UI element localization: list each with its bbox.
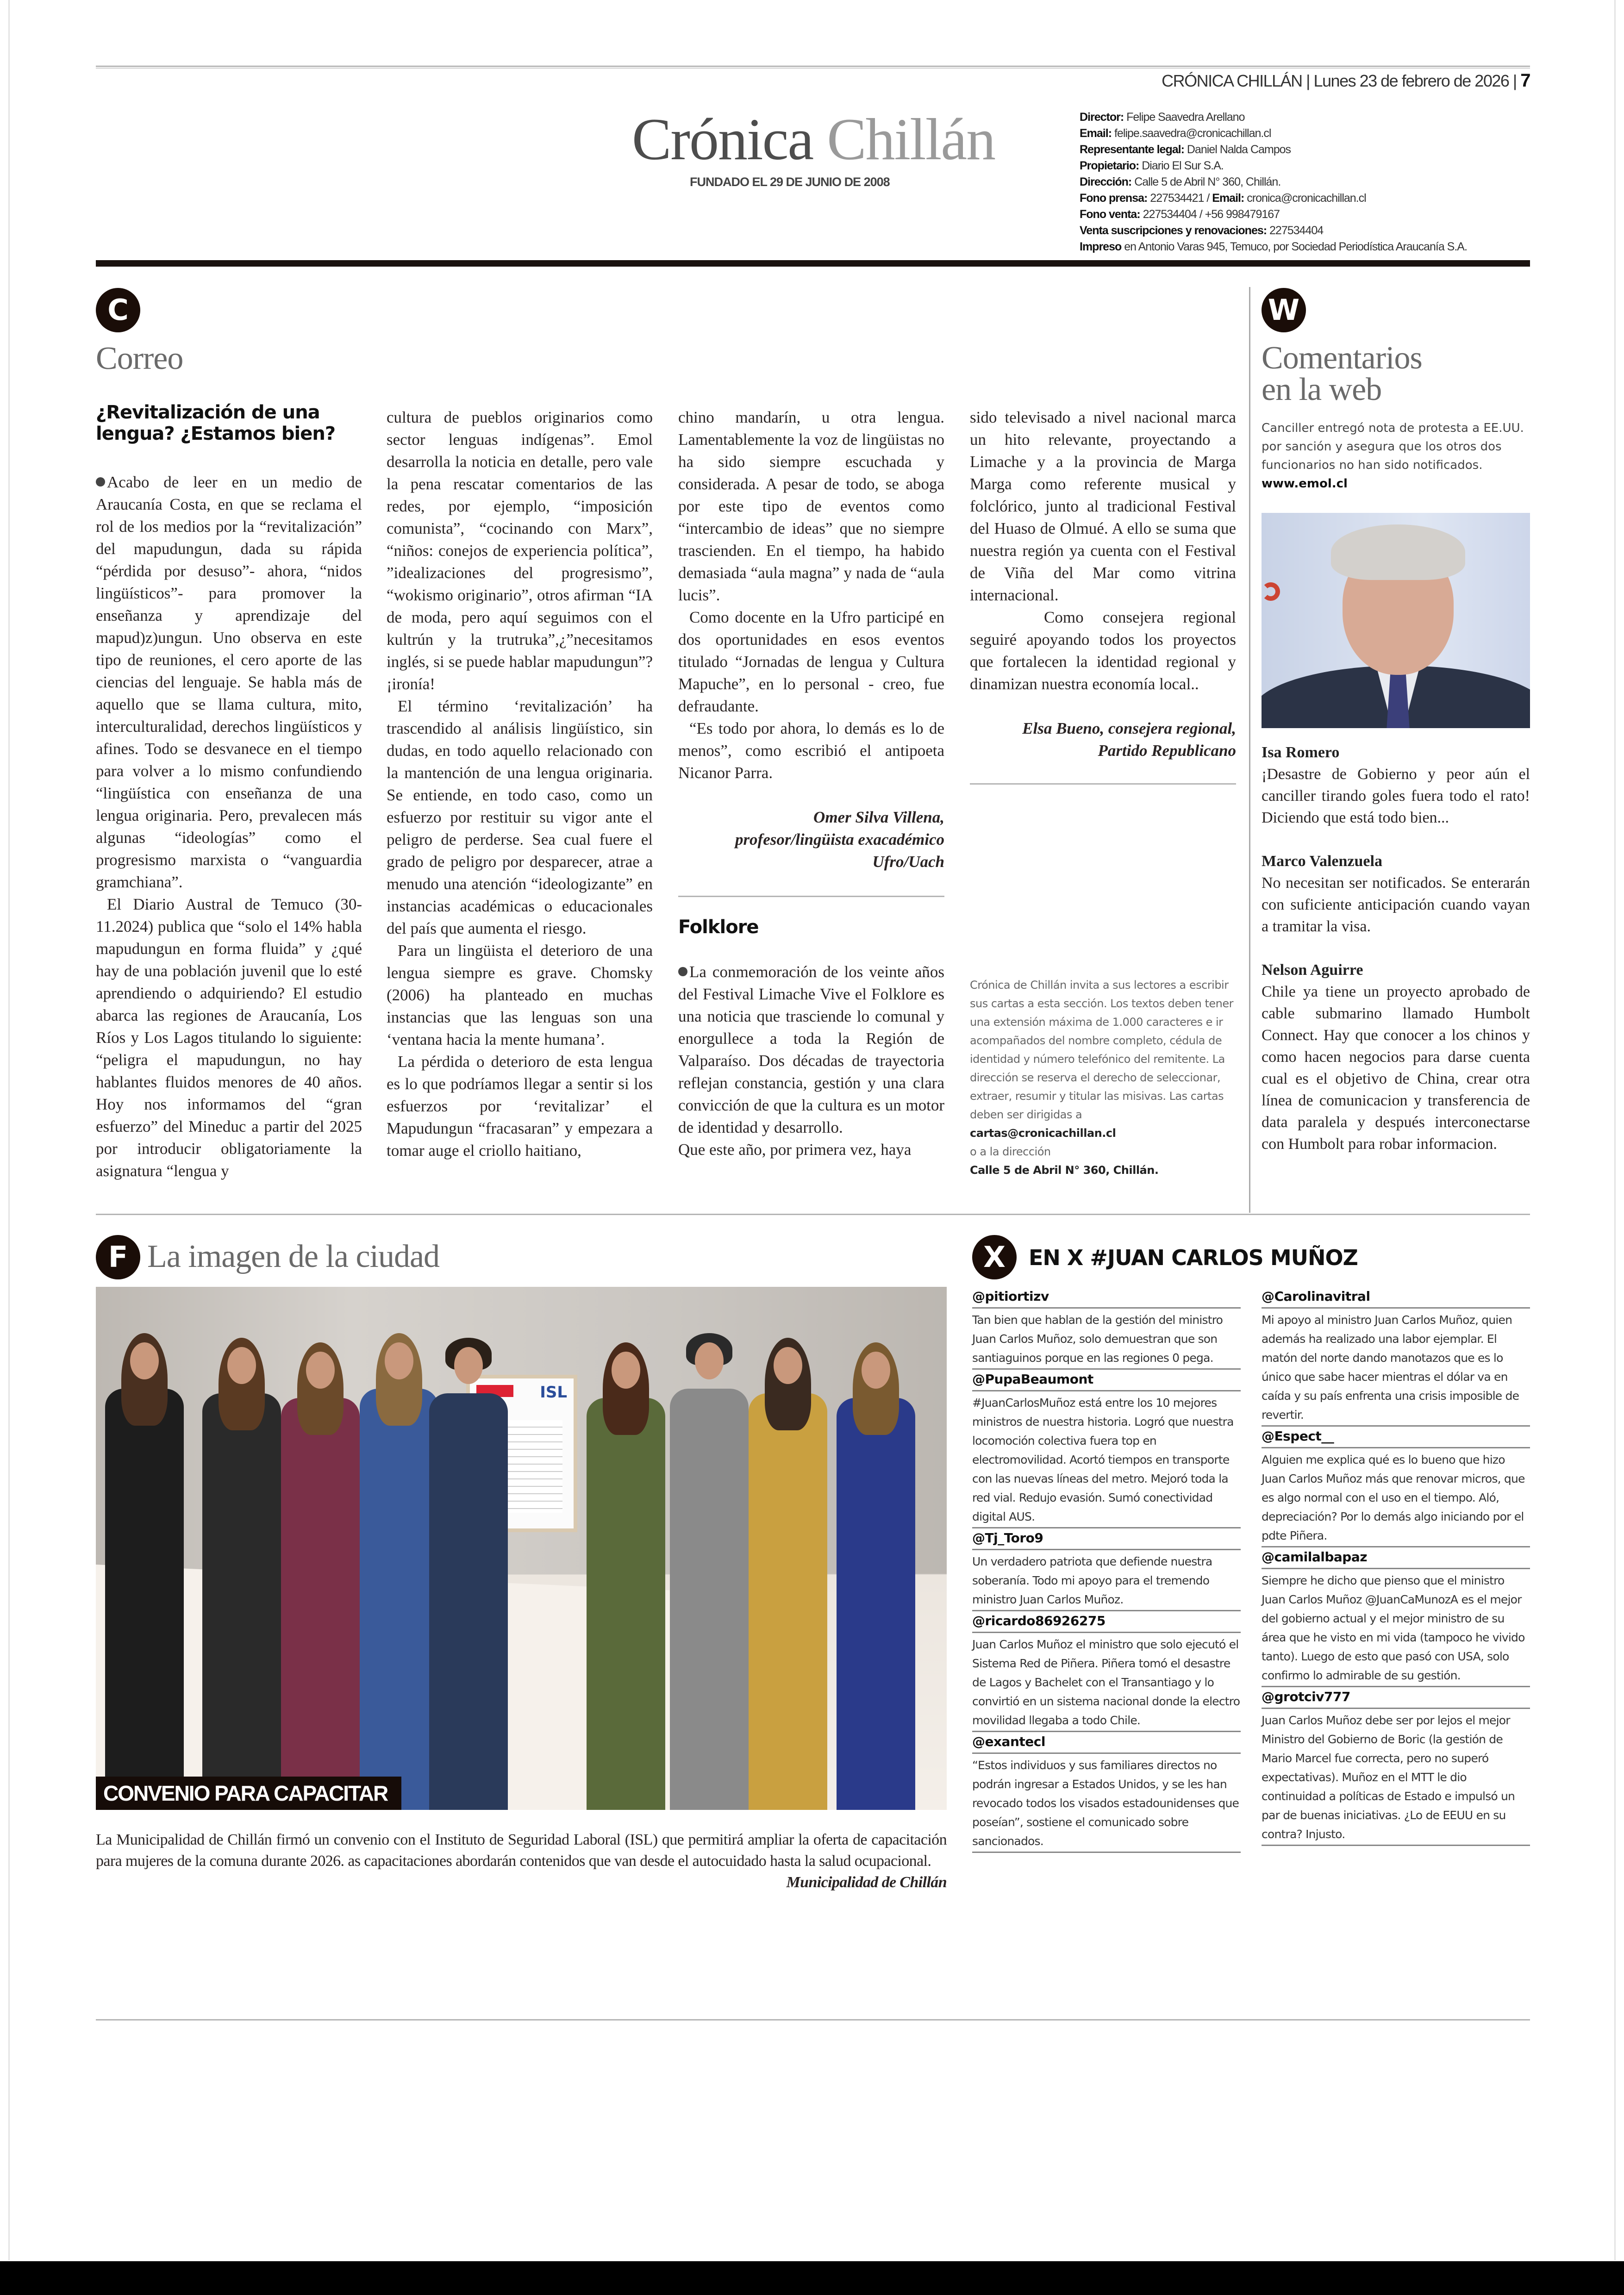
photo-person-face [454,1347,483,1384]
photo-person-face [612,1352,640,1389]
photo-credit: Municipalidad de Chillán [786,1874,947,1891]
tweet-text: Mi apoyo al ministro Juan Carlos Muñoz, quien además ha realizado una labor ejemplar. El matón del norte dando manotazos que es lo único que sabe hacer mientras el dólar va en caída y su país enfrenta una crisis imposible de revertir. [1262,1309,1530,1427]
correo-c-icon: C [96,288,140,332]
masthead-label: Propietario: [1080,159,1139,172]
tweet-text: #JuanCarlosMuñoz está entre los 10 mejores ministros de nuestra historia. Logró que nuestra locomoción colectiva fuera top en electromovilidad. Acortó tiempos en transporte con las nuevas líneas del metro. Mejoró toda la red vial. Redujo evasión. Sumó conectividad digital AUS. [972,1391,1241,1528]
masthead-value: 227534421 / [1147,192,1212,205]
masthead-line [1080,206,1467,223]
masthead-label: Dirección: [1080,175,1132,188]
photo-person [429,1393,508,1810]
tweet [1262,1287,1530,1427]
letter2-column-3 [678,917,944,1161]
masthead-value: en Antonio Varas 945, Temuco, por Sociedad Periodística Araucanía S.A. [1121,240,1467,253]
x-icon: X [972,1235,1017,1279]
web-lead-text: Canciller entregó nota de protesta a EE.UU. por sanción y asegura que los otros dos funcionarios no han sido notificados. [1262,421,1524,472]
masthead-line [1080,158,1467,174]
letter1-column-2 [387,406,653,1162]
tweet [972,1732,1241,1853]
comment-text: ¡Desastre de Gobierno y peor aún el canciller tirando goles fuera todo el rato! Diciendo que está todo bien... [1262,766,1530,826]
tweet [972,1370,1241,1528]
photo-caption [96,1829,947,1893]
web-comment [1262,850,1530,937]
photo-person-face [385,1342,413,1379]
tweet-handle: @camilalbapaz [1262,1547,1530,1569]
tweet-handle: @Carolinavitral [1262,1287,1530,1309]
masthead-info [1080,109,1467,255]
tweet-handle: @Espect__ [1262,1427,1530,1448]
masthead-label: Venta suscripciones y renovaciones: [1080,224,1267,237]
masthead-value: felipe.saavedra@cronicachillan.cl [1112,127,1271,140]
tweet-text: Alguien me explica qué es lo bueno que hizo Juan Carlos Muñoz más que renovar micros, que es algo normal con el uso en el tiempo. Aló, depreciación? Por lo demás algo iniciando por el pdte Piñera. [1262,1448,1530,1547]
running-date: Lunes 23 de febrero de 2026 [1313,71,1509,90]
tweet-text: “Estos individuos y sus familiares directos no podrán ingresar a Estados Unidos, y se les han revocado todos los visados estadounidenses que poseían”, sostiene el comunicado sobre sancionados. [972,1754,1241,1853]
notice-address: Calle 5 de Abril N° 360, Chillán. [970,1164,1159,1177]
tweet-text: Siempre he dicho que pienso que el ministro Juan Carlos Muñoz @JuanCaMunozA es el mejor del gobierno actual y el mejor ministro de su área que he visto en mi vida (tampoco he vivido tanto). Luego de esto que pasó con USA, solo confirmo lo admirable de su gestión. [1262,1569,1530,1687]
caption-text: La Municipalidad de Chillán firmó un convenio con el Instituto de Seguridad Laboral (ISL) que permitirá ampliar la oferta de capacitación para mujeres de la comuna durante 2026. as capacitaciones abordarán contenidos que van desde el autocuidado hasta la salud ocupacional. [96,1831,947,1870]
web-comment [1262,959,1530,1155]
city-photo [96,1287,947,1810]
chancellor-photo [1262,513,1530,728]
letter1-paragraph: Para un lingüista el deterioro de una lengua siempre es grave. Chomsky (2006) ha planteado en muchas instancias que las lenguas son una ‘ventana hacia la mente humana’. [387,942,653,1048]
masthead-line [1080,239,1467,255]
photo-person [837,1398,915,1810]
bottom-rule [96,2019,1530,2021]
letter2-paragraph: sido televisado a nivel nacional marca un hito relevante, proyectando a Limache y a la provincia de Marga Marga como referente musical y folclórico, junto al tradicional Festival del Huaso de Olmué. A ello se suma que nuestra región ya cuenta con el Festival de Viña del Mar como vitrina internacional. [970,408,1236,604]
logo-word-cronica: Crónica [632,106,813,172]
tweets-left-column [972,1287,1241,1853]
masthead-value: 227534404 / +56 998479167 [1140,208,1280,221]
letter1-paragraph: La pérdida o deterioro de esta lengua es lo que podríamos llegar a sentir si los esfuerzos por ‘revitalizar’ el Mapudungun “fracasaran” y empezara a tomar auge el criollo haitiano, [387,1053,653,1160]
masthead-label: Fono venta: [1080,208,1140,221]
masthead-line [1080,125,1467,142]
photo-person-face [306,1352,335,1389]
photo-person [202,1393,281,1810]
photo-person-face [862,1352,890,1389]
running-header: CRÓNICA CHILLÁN | Lunes 23 de febrero de 2026 | 7 [1162,70,1530,91]
tweet [972,1287,1241,1370]
masthead-label: Representante legal: [1080,143,1184,156]
web-title-line2: en la web [1262,372,1382,407]
photo-hair [1331,524,1465,580]
web-title-line1: Comentarios [1262,340,1422,376]
photo-person-face [227,1347,256,1384]
letter2-title: Folklore [678,917,759,938]
photo-label: CONVENIO PARA CAPACITAR [96,1777,401,1810]
web-w-icon: W [1262,288,1306,332]
tweet-handle: @PupaBeaumont [972,1370,1241,1391]
letter1-signature-affiliation: Ufro/Uach [872,853,944,871]
masthead-value: Felipe Saavedra Arellano [1124,111,1245,124]
tweet [972,1528,1241,1611]
letter2-signature-party: Partido Republicano [1098,742,1236,760]
logo-word-chillan: Chillán [827,106,995,172]
tweets-right-column [1262,1287,1530,1846]
running-paper-name: CRÓNICA CHILLÁN [1162,71,1302,90]
city-f-icon: F [96,1235,140,1279]
web-comment [1262,742,1530,829]
web-source-link[interactable]: www.emol.cl [1262,477,1348,491]
page-number: 7 [1520,70,1530,91]
masthead-label: Director: [1080,111,1124,124]
comment-author: Nelson Aguirre [1262,961,1363,979]
photo-person [587,1398,665,1810]
masthead-value: Diario El Sur S.A. [1139,159,1224,172]
masthead-line [1080,223,1467,239]
tweet-handle: @grotciv777 [1262,1687,1530,1709]
tweet [1262,1427,1530,1547]
column-divider [1249,287,1250,1213]
masthead-label: Fono prensa: [1080,192,1148,205]
masthead-rule [96,260,1530,267]
photo-person [281,1398,360,1810]
masthead-value: Calle 5 de Abril N° 360, Chillán. [1131,175,1281,188]
letter1-paragraph: cultura de pueblos originarios como sector lenguas indígenas”. Emol desarrolla la noticia en detalle, pero vale la pena rescatar comentarios de las redes, por ejemplo, “imposición comunista”, “cocinando con Marx”, “niños: conejos de experiencia política”, ”idealizaciones del progresismo”, “wokismo originario”, otros afirman “IA de moda, pero aquí seguimos con el kultrún y la trutruka”,¿”necesitamos inglés, si se puede hablar mapudungun”? ¡ironía! [387,408,653,693]
tweet-handle: @exantecl [972,1732,1241,1754]
letter1-column-1 [96,402,362,1182]
comment-author: Marco Valenzuela [1262,853,1382,870]
tweet-text: Juan Carlos Muñoz el ministro que solo ejecutó el Sistema Red de Piñera. Piñera tomó el desastre de Lagos y Bachelet con el Transantiago y lo convirtió en un sistema nacional donde la electro movilidad llegaba a todo Chile. [972,1633,1241,1732]
letter1-paragraph: chino mandarín, u otra lengua. Lamentablemente la voz de lingüistas no ha sido siempre escuchada y considerada. A pesar de todo, se aboga por este tipo de eventos como “intercambio de ideas” que no siempre trascienden. En el tiempo, ha habido demasiada “aula magna” y nada de “aula lucis”. [678,408,944,604]
comment-text: No necesitan ser notificados. Se enterarán con suficiente anticipación cuando vayan a tramitar la visa. [1262,874,1530,935]
isl-logo: ISL [540,1383,567,1402]
tweet [1262,1687,1530,1846]
page-edge-left [8,0,10,2260]
web-section-title [1262,340,1422,407]
newspaper-logo [632,106,995,174]
letter2-column-4 [970,406,1236,762]
letter2-paragraph: La conmemoración de los veinte años del Festival Limache Vive el Folklore es una noticia que trasciende lo comunal y enorgullece a toda la Región de Valparaíso. Dos décadas de trayectoria reflejan constancia, gestión y una clara convicción de que la cultura es un motor de identidad y desarrollo. [678,961,944,1139]
notice-text: Crónica de Chillán invita a sus lectores a escribir sus cartas a esta sección. Los textos deben tener una extensión máxima de 1.000 caracteres e ir acompañados del nombre completo, cédula de identidad y número telefónico del remitente. La dirección se reserva el derecho de seleccionar, extraer, resumir y titular las misivas. Las cartas deben ser dirigidas a [970,979,1234,1121]
tweet [972,1611,1241,1732]
web-comments-list [1262,742,1530,1177]
tweet-handle: @ricardo86926275 [972,1611,1241,1633]
masthead-value: cronica@cronicachillan.cl [1244,192,1366,205]
photo-person [670,1389,749,1810]
divider [678,896,944,897]
letter1-title: ¿Revitalización de una lengua? ¿Estamos bien? [96,402,336,444]
tweet-handle: @Tj_Toro9 [972,1528,1241,1550]
letter1-signature-role: profesor/lingüista exacadémico [735,830,944,848]
city-section-title: La imagen de la ciudad [147,1239,440,1274]
masthead-line [1080,174,1467,190]
letter1-paragraph: El término ‘revitalización’ ha trascendido al análisis lingüístico, sin dudas, en todo aquello relacionado con la mantención de una lengua originaria. Se entiende, en todo caso, como un esfuerzo por restituir su vigor ante el peligro de perderse. Sea cual fuere el grado de peligro por desparecer, atrae a menudo una atención “ideologizante” en instancias académicas o educacionales del país que aumenta el riesgo. [387,697,653,937]
letter1-signature-name: Omer Silva Villena, [813,808,944,826]
letter1-column-3 [678,406,944,873]
masthead-label: Email: [1080,127,1112,140]
letter2-paragraph: Que este año, por primera vez, haya [678,1141,912,1159]
tweet [1262,1547,1530,1687]
photo-person [360,1389,438,1810]
letter2-paragraph: Como consejera regional seguiré apoyando todos los proyectos que fortalecen la identidad regional y dinamizan nuestra economía local.. [970,608,1236,693]
photo-person [105,1389,184,1810]
tweet-text: Juan Carlos Muñoz debe ser por lejos el mejor Ministro del Gobierno de Boric (la gestión de Mario Marcel fue correcta, pero no superó expectativas). Muñoz en el MTT le dio continuidad a políticas de Estado e impulsó un par de buenas iniciativas. ¿Lo de EEUU en su contra? Injusto. [1262,1709,1530,1846]
correo-section-title: Correo [96,341,183,376]
masthead-line [1080,142,1467,158]
photo-person-face [774,1347,802,1384]
masthead-line [1080,109,1467,125]
tweet-text: Tan bien que hablan de la gestión del ministro Juan Carlos Muñoz, solo demuestran que son santiaguinos porque en las regiones 0 pega. [972,1309,1241,1370]
photo-logo-mark [1262,582,1280,601]
tweet-text: Un verdadero patriota que defiende nuestra soberanía. Todo mi apoyo para el tremendo ministro Juan Carlos Muñoz. [972,1550,1241,1611]
x-section-title: EN X #JUAN CARLOS MUÑOZ [1029,1245,1358,1270]
masthead-label: Impreso [1080,240,1122,253]
comment-text: Chile ya tiene un proyecto aprobado de cable submarino llamado Humbolt Connect. Hay que conocer a los chinos y como hacen negocios para darse cuenta cual es el objetivo de China, crear otra línea de comunicacion y transferencia de data paralela y después interconectarse con Humbolt para robar informacion. [1262,983,1530,1153]
notice-or-address: o a la dirección [970,1145,1051,1158]
page-edge-right [1614,0,1616,2260]
letters-notice [970,976,1236,1179]
masthead-value: 227534404 [1267,224,1324,237]
masthead-value: Daniel Nalda Campos [1184,143,1291,156]
letter1-paragraph: El Diario Austral de Temuco (30-11.2024) publica que “solo el 14% habla mapudungun en forma fluida” y ¿qué hay de una población juvenil que lo esté aprendiendo o adquiriendo? El estudio abarca las regiones de Araucanía, Los Ríos y Los Lagos titulando lo siguiente: “peligra el mapudungun, no hay hablantes fluidos menores de 40 años. Hoy nos informamos del “gran esfuerzo” del Mineduc a partir del 2025 por introducir obligatoriamente la asignatura “lengua y [96,895,362,1180]
letter1-paragraph: “Es todo por ahora, lo demás es lo de menos”, como escribió el antipoeta Nicanor Parra. [678,719,944,782]
divider [970,783,1236,785]
section-divider [96,1214,1530,1215]
notice-email-link[interactable]: cartas@cronicachillan.cl [970,1127,1116,1140]
masthead-line [1080,190,1467,206]
photo-person-face [695,1342,724,1379]
letter1-paragraph: Acabo de leer en un medio de Araucanía Costa, en que se reclama el rol de los medios por la “revitalización” del mapudungun, dada su rápida “pérdida por desuso”- ahora, “nidos lingüísticos”- para promover la enseñanza y aprendizaje del mapud)z)ungun. Uno observa en este tipo de reuniones, el cero aporte de las ciencias del lenguaje. Se habla más de aquello que se llama cultura, mito, interculturalidad, derechos lingüísticos y afines. Todo se desvanece en el tiempo para volver a lo mismo confundiendo “lingüística con enseñanza de una lengua originaria. Pero, prevalecen más algunas “ideologías” como el progresismo marxista o “vanguardia gramchiana”. [96,471,362,893]
bottom-bar [0,2261,1624,2295]
photo-person-face [130,1342,159,1379]
masthead-label: Email: [1212,192,1244,205]
founded-line: FUNDADO EL 29 DE JUNIO DE 2008 [690,175,890,189]
letter1-paragraph: Como docente en la Ufro participé en dos oportunidades en esos eventos titulado “Jornadas de lengua y Cultura Mapuche”, en lo personal - creo, fue defraudante. [678,608,944,715]
tweet-handle: @pitiortizv [972,1287,1241,1309]
letter2-signature-name: Elsa Bueno, consejera regional, [1022,719,1236,737]
top-rule [96,66,1530,69]
photo-person [749,1393,827,1810]
comment-author: Isa Romero [1262,744,1340,761]
web-lead [1262,419,1530,493]
